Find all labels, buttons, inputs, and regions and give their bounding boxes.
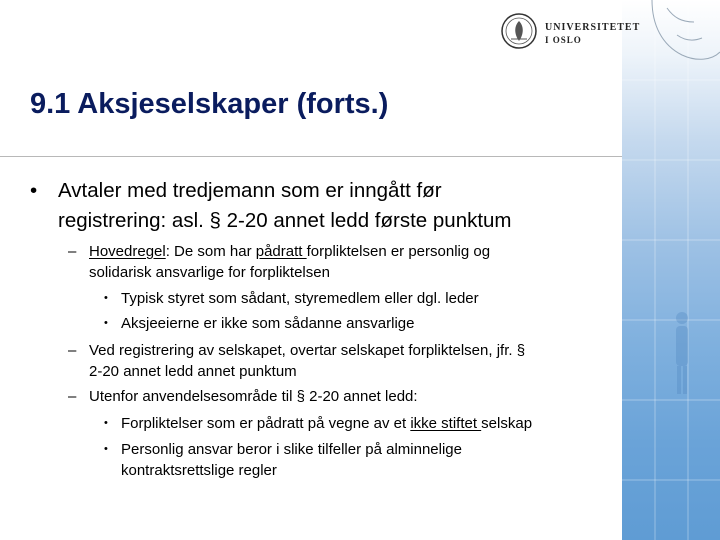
side-banner — [622, 0, 720, 540]
banner-pattern — [622, 0, 720, 540]
sub2-line2: 2-20 annet ledd annet punktum — [89, 363, 297, 380]
padratt-term: pådratt — [255, 243, 307, 260]
dash-marker: – — [68, 243, 77, 260]
logo-text-line2: I OSLO — [545, 35, 582, 45]
small-bullet-marker: • — [104, 292, 108, 304]
small-bullet-marker: • — [104, 317, 108, 329]
sub3-line1: Utenfor anvendelsesområde til § 2-20 annet ledd: — [89, 388, 418, 405]
sub1-text-a: : De som har — [165, 243, 256, 260]
sub3-item-2-line2: kontraktsrettslige regler — [121, 462, 277, 479]
sub3-item1-text-b: selskap — [481, 415, 533, 432]
dash-marker: – — [68, 388, 77, 405]
sub2-line1: Ved registrering av selskapet, overtar selskapet forpliktelsen, jfr. § — [89, 342, 526, 359]
bullet1-line2: registrering: asl. § 2-20 annet ledd første punktum — [58, 209, 512, 232]
sub1-item-2: Aksjeeierne er ikke som sådanne ansvarlige — [121, 315, 415, 332]
ikke-stiftet-term: ikke stiftet — [410, 415, 482, 432]
slide-title: 9.1 Aksjeselskaper (forts.) — [30, 88, 389, 120]
sub1-line2: solidarisk ansvarlige for forpliktelsen — [89, 264, 330, 281]
small-bullet-marker: • — [104, 443, 108, 455]
hovedregel-term: Hovedregel — [89, 243, 166, 260]
small-bullet-marker: • — [104, 417, 108, 429]
sub1-item-1: Typisk styret som sådant, styremedlem eller dgl. leder — [121, 290, 479, 307]
sub3-item-1 — [121, 411, 532, 436]
logo-text-line1: UNIVERSITETET — [545, 22, 641, 33]
bullet1-line1: Avtaler med tredjemann som er inngått før — [58, 179, 442, 202]
sub3-item1-text-a: Forpliktelser som er pådratt på vegne av et — [121, 415, 411, 432]
bullet-marker: • — [30, 179, 38, 202]
sub3-item-2-line1: Personlig ansvar beror i slike tilfeller på alminnelige — [121, 441, 462, 458]
sub1-line1 — [89, 241, 490, 262]
sub1-text-b: forpliktelsen er personlig og — [306, 243, 491, 260]
dash-marker: – — [68, 342, 77, 359]
